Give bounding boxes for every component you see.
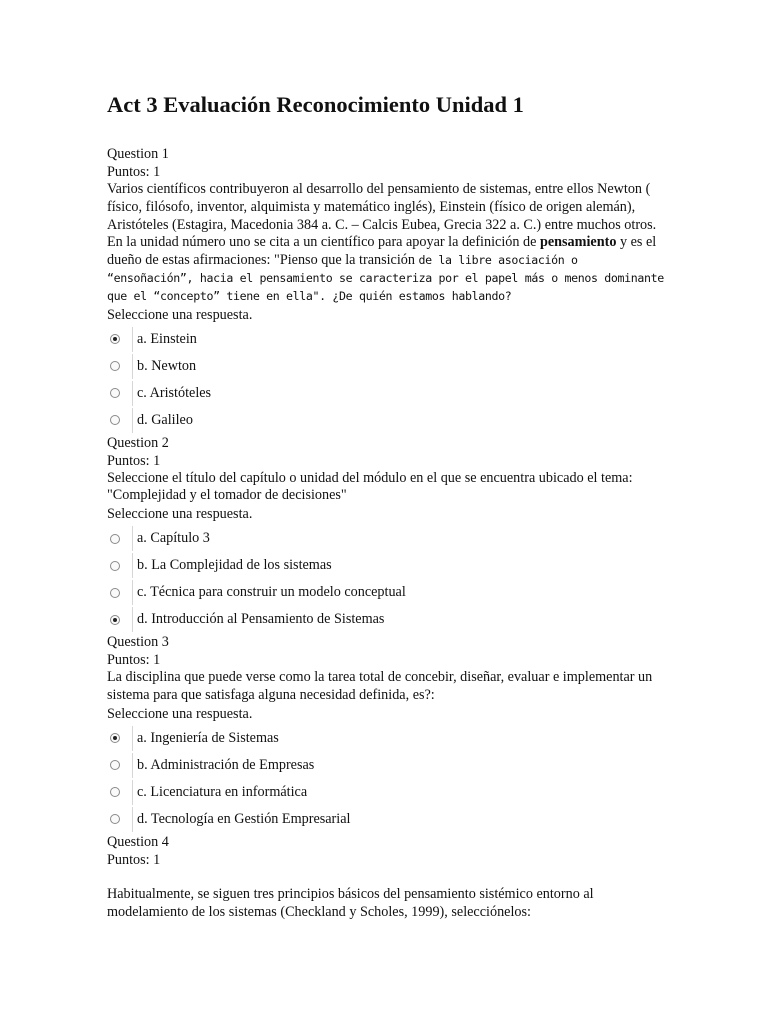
question-2-points: Puntos: 1 xyxy=(107,452,161,469)
q3-option-b-label: b. Administración de Empresas xyxy=(137,756,315,773)
q1-option-a[interactable] xyxy=(107,326,667,353)
q2-option-d[interactable] xyxy=(107,606,667,633)
q3-option-d[interactable] xyxy=(107,806,667,833)
question-3-options xyxy=(107,725,667,833)
question-4-text: Habitualmente, se siguen tres principios básicos del pensamiento sistémico entorno al modelamiento de los sistemas (Checkland y Scholes, 1999), selecciónelos: xyxy=(107,885,594,920)
question-2 xyxy=(107,434,667,634)
q3-radio-d[interactable] xyxy=(110,814,120,824)
q3-option-c-label: c. Licenciatura en informática xyxy=(137,783,308,800)
question-3-label: Question 3 xyxy=(107,634,169,651)
question-1-options xyxy=(107,326,667,434)
q1-option-b[interactable] xyxy=(107,353,667,380)
question-1 xyxy=(107,145,667,434)
q1-option-a-label: a. Einstein xyxy=(137,330,197,347)
q2-option-b-label: b. La Complejidad de los sistemas xyxy=(137,557,332,574)
q1-radio-c[interactable] xyxy=(110,388,120,398)
question-4 xyxy=(107,833,667,922)
q1-option-c[interactable] xyxy=(107,380,667,407)
question-1-quote: de la libre asociación o “ensoñación”, hacia el pensamiento se caracteriza por el papel más o menos dominante que el “concepto” tiene en ella". ¿De quién estamos hablando? xyxy=(107,253,664,303)
q3-option-b[interactable] xyxy=(107,752,667,779)
q2-option-c-label: c. Técnica para construir un modelo conceptual xyxy=(137,584,406,601)
q2-radio-c[interactable] xyxy=(110,588,120,598)
q1-radio-a[interactable] xyxy=(110,334,120,344)
q2-radio-a[interactable] xyxy=(110,534,120,544)
q2-option-a[interactable] xyxy=(107,525,667,552)
q1-option-d[interactable] xyxy=(107,407,667,434)
q2-radio-d[interactable] xyxy=(110,615,120,625)
q3-option-d-label: d. Tecnología en Gestión Empresarial xyxy=(137,810,351,827)
q3-option-c[interactable] xyxy=(107,779,667,806)
question-2-text: Seleccione el título del capítulo o unidad del módulo en el que se encuentra ubicado el tema: "Complejidad y el tomador de decisiones" xyxy=(107,469,633,504)
question-1-label: Question 1 xyxy=(107,146,169,162)
q3-option-a-label: a. Ingeniería de Sistemas xyxy=(137,729,279,746)
question-1-bold-term: pensamiento xyxy=(539,234,617,251)
question-4-label: Question 4 xyxy=(107,833,169,850)
q3-radio-b[interactable] xyxy=(110,760,120,770)
question-2-prompt: Seleccione una respuesta. xyxy=(107,506,253,523)
question-1-prompt: Seleccione una respuesta. xyxy=(107,306,253,323)
q1-radio-b[interactable] xyxy=(110,361,120,371)
question-1-points: Puntos: 1 xyxy=(107,164,161,180)
q1-option-d-label: d. Galileo xyxy=(137,411,193,428)
page-title: Act 3 Evaluación Reconocimiento Unidad 1 xyxy=(107,92,524,117)
q1-radio-d[interactable] xyxy=(110,415,120,425)
q2-option-c[interactable] xyxy=(107,579,667,606)
q2-option-d-label: d. Introducción al Pensamiento de Sistemas xyxy=(137,611,385,628)
question-3-prompt: Seleccione una respuesta. xyxy=(107,705,253,722)
question-3-points: Puntos: 1 xyxy=(107,652,161,669)
q3-option-a[interactable] xyxy=(107,725,667,752)
question-2-options xyxy=(107,525,667,633)
question-4-points: Puntos: 1 xyxy=(107,851,161,868)
q3-radio-a[interactable] xyxy=(110,733,120,743)
q2-option-b[interactable] xyxy=(107,552,667,579)
q1-option-b-label: b. Newton xyxy=(137,357,197,374)
question-2-label: Question 2 xyxy=(107,434,169,451)
question-3 xyxy=(107,633,667,833)
q1-option-c-label: c. Aristóteles xyxy=(137,384,212,401)
q2-radio-b[interactable] xyxy=(110,561,120,571)
question-1-text: Varios científicos contribuyeron al desarrollo del pensamiento de sistemas, entre ellos Newton ( físico, filósofo, inventor, alquimista y matemático inglés), Einstein (físico de origen alemán), Aristóteles (Estagira, Macedonia 384 a. C. – Calcis Eubea, Grecia 322 a. C.) entre muchos otros. En la unidad número uno se cita a un científico para apoyar la definición de pensamiento y es el dueño de estas afirmaciones: "Pienso que la transición de la libre asociación o “ensoñación”, hacia el pensamiento se caracteriza por el papel más o menos dominante que el “concepto” tiene en ella". ¿De quién estamos hablando? xyxy=(107,181,664,303)
q2-option-a-label: a. Capítulo 3 xyxy=(137,530,210,547)
q3-radio-c[interactable] xyxy=(110,787,120,797)
question-3-text: La disciplina que puede verse como la tarea total de concebir, diseñar, evaluar e implementar un sistema para que satisfaga alguna necesidad definida, es?: xyxy=(107,669,653,703)
